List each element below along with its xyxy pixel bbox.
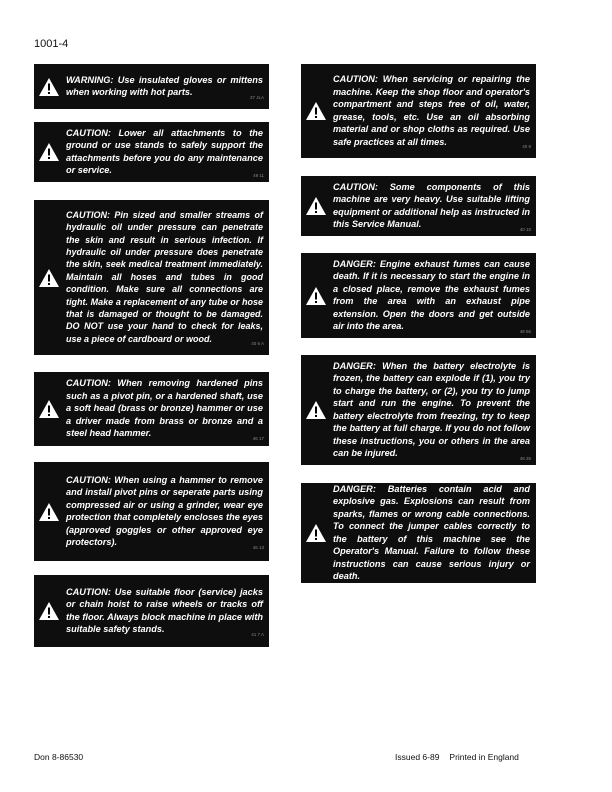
warning-triangle-icon (301, 523, 331, 543)
printed-location: Printed in England (449, 752, 519, 762)
notice-text: CAUTION: When servicing or repairing the machine. Keep the shop floor and operator's compartment and steps free of oil, water, grease, tools, etc. Use an oil absorbing material and or shop cloths as required. Use safe practices at all times. (333, 74, 530, 147)
page-number: 1001-4 (34, 38, 69, 50)
notice-text: CAUTION: Pin sized and smaller streams of hydraulic oil under pressure can penetrate the skin and result in serious infection. If hydraulic oil under pressure does penetrate the skin, seek medical treatment immediately. Maintain all hoses and tubes in good condition. Make sure all connections are tight. Make a replacement of any tube or hose that is damaged or thought to be damaged. DO NOT use your hand to check for leaks, use a piece of cardboard or wood. (66, 209, 263, 344)
notice-text: CAUTION: Use suitable floor (service) jacks or chain hoist to raise wheels or tracks off the floor. Always block machine in place with suitable safety stands. (66, 586, 263, 634)
warning-triangle-icon (34, 502, 64, 522)
notice-code: 41 7 A (251, 631, 264, 637)
warning-triangle-icon (301, 400, 331, 420)
warning-triangle-icon (34, 268, 64, 288)
notice-code: 40 8 (522, 144, 531, 149)
warning-triangle-icon (34, 399, 64, 419)
issued-date: Issued 6-89 (395, 752, 440, 762)
danger-battery-acid (301, 483, 536, 583)
notice-code: 46 13 (252, 544, 264, 550)
notice-code: 48 56 (519, 328, 531, 334)
notice-text: WARNING: Use insulated gloves or mittens when working with hot parts. (66, 74, 263, 97)
caution-shop-floor (301, 64, 536, 158)
caution-hardened-pins (34, 372, 269, 446)
notice-code: 40 6 A (251, 341, 264, 347)
notice-text: DANGER: When the battery electrolyte is frozen, the battery can explode if (1), you try to charge the battery, or (2), you try to jump start and run the engine. To prevent the battery electrolyte from freezing, try to keep the battery at full charge. If you do not follow these instructions, you or others in the area can be injured. (333, 360, 530, 458)
warning-triangle-icon (34, 142, 64, 162)
issue-info (395, 752, 519, 762)
caution-hydraulic-oil (34, 200, 269, 355)
warning-triangle-icon (34, 77, 64, 97)
notice-code: 48 35 (519, 455, 531, 461)
notice-code: 40 10 (519, 226, 531, 232)
warning-triangle-icon (301, 101, 331, 121)
warning-triangle-icon (34, 601, 64, 621)
notice-text: CAUTION: Lower all attachments to the ground or use stands to safely support the attachments before you do any maintenance or service. (66, 127, 263, 175)
notice-text: CAUTION: Some components of this machine are very heavy. Use suitable lifting equipment or additional help as instructed in this Service Manual. (333, 181, 530, 229)
caution-floor-jacks (34, 575, 269, 647)
notice-code: 49 11 (253, 172, 264, 178)
notice-code: 37 JLA (249, 94, 264, 100)
notice-text: CAUTION: When removing hardened pins such as a pivot pin, or a hardened shaft, use a soft head (brass or bronze) hammer or use a driver made from brass or bronze and a steel head hammer. (66, 378, 263, 439)
caution-lower-attachments (34, 122, 269, 182)
notice-text: CAUTION: When using a hammer to remove and install pivot pins or seperate parts using compressed air or using a grinder, wear eye protection that completely encloses the eyes (approved goggles or other approved eye protectors). (66, 474, 263, 547)
notice-code: 46 17 (252, 435, 264, 441)
notice-text: DANGER: Batteries contain acid and explosive gas. Explosions can result from sparks, flames or wrong cable connections. To connect the jumper cables correctly to the battery of this machine see the Operator's Manual. Failure to follow these instructions can cause serious injury or death. (333, 483, 530, 581)
caution-eye-protection (34, 462, 269, 561)
danger-exhaust-fumes (301, 253, 536, 338)
danger-battery-frozen (301, 355, 536, 465)
document-number: Don 8-86530 (34, 752, 84, 762)
warning-triangle-icon (301, 286, 331, 306)
warning-triangle-icon (301, 196, 331, 216)
warning-hot-parts (34, 64, 269, 109)
notice-text: DANGER: Engine exhaust fumes can cause death. If it is necessary to start the engine in a closed place, remove the exhaust fumes from the area with an exhaust pipe extension. Open the doors and get outside air into the area. (333, 258, 530, 331)
caution-heavy-components (301, 176, 536, 236)
